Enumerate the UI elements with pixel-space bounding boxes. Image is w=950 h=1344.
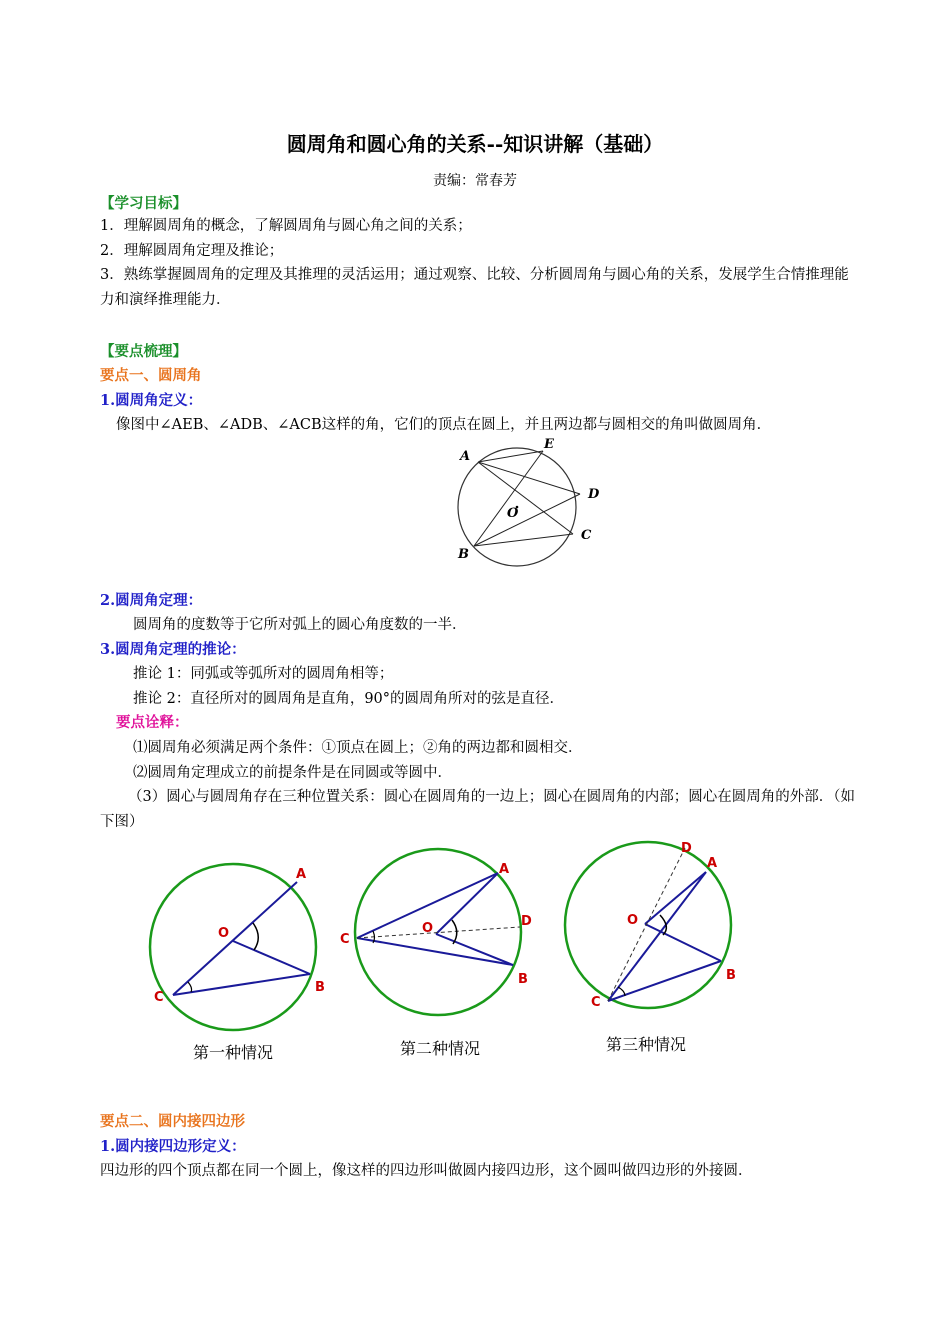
case-one-label-a: A xyxy=(296,867,307,882)
review-heading: 【要点梳理】 xyxy=(100,343,187,360)
chord-ac xyxy=(478,462,573,534)
case-one-circle xyxy=(150,864,316,1030)
case-two-label-c: C xyxy=(340,932,350,947)
chord-ad xyxy=(478,462,580,494)
theorem-text: 圆周角的度数等于它所对弧上的圆心角度数的一半． xyxy=(133,617,467,633)
point1-definition-heading: 1.圆周角定义： xyxy=(100,392,203,409)
case-one-radius-ob xyxy=(233,941,310,974)
point2-heading: 要点二、圆内接四边形 xyxy=(100,1113,245,1130)
case-three-label-o: O xyxy=(627,913,639,928)
label-e: E xyxy=(544,437,554,452)
case-two-label-d: D xyxy=(521,914,532,929)
case-one-inscribed-angle-arc xyxy=(188,982,192,992)
label-b: B xyxy=(458,547,469,562)
point1-heading: 要点一、圆周角 xyxy=(100,367,202,384)
point2-definition-text: 四边形的四个顶点都在同一个圆上，像这样的四边形叫做圆内接四边形，这个圆叫做四边形的外接圆． xyxy=(100,1163,753,1179)
case-one-diagram xyxy=(150,864,325,1030)
corollary-item: 推论 1：同弧或等弧所对的圆周角相等； xyxy=(133,666,394,682)
case-three-label-b: B xyxy=(726,968,736,983)
page-title: 圆周角和圆心角的关系--知识讲解（基础） xyxy=(286,132,664,156)
inscribed-angles-figure xyxy=(445,434,610,569)
notes-heading: 要点诠释： xyxy=(116,714,189,731)
case-three-diagram xyxy=(565,841,736,1010)
case-three-radius-oa xyxy=(645,872,706,924)
objectives-heading: 【学习目标】 xyxy=(100,195,187,212)
corollary-item: 推论 2：直径所对的圆周角是直角，90°的圆周角所对的弦是直径． xyxy=(133,691,565,707)
objective-item: 2．理解圆周角定理及推论； xyxy=(100,243,284,259)
case-one-label-o: O xyxy=(218,926,230,941)
note-item: （3）圆心与圆周角存在三种位置关系：圆心在圆周角的一边上；圆心在圆周角的内部；圆心在圆周角的外部．（如下图） xyxy=(100,789,855,830)
point1-definition-text: 像图中∠AEB、∠ADB、∠ACB这样的角，它们的顶点在圆上，并且两边都与圆相交的角叫做圆周角． xyxy=(116,417,772,433)
case-one-label-b: B xyxy=(315,980,325,995)
case-one-label-c: C xyxy=(154,990,164,1005)
corollary-heading: 3.圆周角定理的推论： xyxy=(100,641,246,658)
case-one-central-angle-arc xyxy=(253,923,258,950)
case-two-radius-oa xyxy=(436,873,498,934)
objective-item: 1．理解圆周角的概念，了解圆周角与圆心角之间的关系； xyxy=(100,218,472,234)
case-three-label-d: D xyxy=(681,841,692,856)
case-three-label-a: A xyxy=(707,856,718,871)
note-item: ⑵圆周角定理成立的前提条件是在同圆或等圆中． xyxy=(133,765,452,781)
case-three-label-c: C xyxy=(591,995,601,1010)
label-d: D xyxy=(588,487,600,502)
chord-ae xyxy=(478,451,543,462)
label-a: A xyxy=(460,449,471,464)
case-three-radius-ob xyxy=(645,924,721,961)
case-two-label-b: B xyxy=(518,972,528,987)
editor-line: 责编：常春芳 xyxy=(433,173,517,189)
case-two-radius-ob xyxy=(436,934,513,965)
chord-eb xyxy=(474,451,543,546)
case-two-label-o: O xyxy=(422,921,434,936)
case-two-caption: 第二种情况 xyxy=(400,1039,481,1058)
note-item: ⑴圆周角必须满足两个条件：①顶点在圆上；②角的两边都和圆相交． xyxy=(133,740,583,756)
case-two-label-a: A xyxy=(499,862,510,877)
case-two-diagram xyxy=(340,849,532,1015)
label-o: O xyxy=(507,506,519,521)
label-c: C xyxy=(581,528,592,543)
case-one-caption: 第一种情况 xyxy=(193,1043,274,1062)
case-three-caption: 第三种情况 xyxy=(606,1035,687,1054)
case-two-chord-cb xyxy=(357,938,513,965)
objective-item: 3．熟练掌握圆周角的定理及其推理的灵活运用；通过观察、比较、分析圆周角与圆心角的关系，发展学生合情推理能力和演绎推理能力． xyxy=(100,267,849,308)
case-three-chord-ca xyxy=(608,872,706,1001)
point2-definition-heading: 1.圆内接四边形定义： xyxy=(100,1138,246,1155)
chord-db xyxy=(474,494,580,546)
chord-cb xyxy=(474,534,573,546)
theorem-heading: 2.圆周角定理： xyxy=(100,592,203,609)
